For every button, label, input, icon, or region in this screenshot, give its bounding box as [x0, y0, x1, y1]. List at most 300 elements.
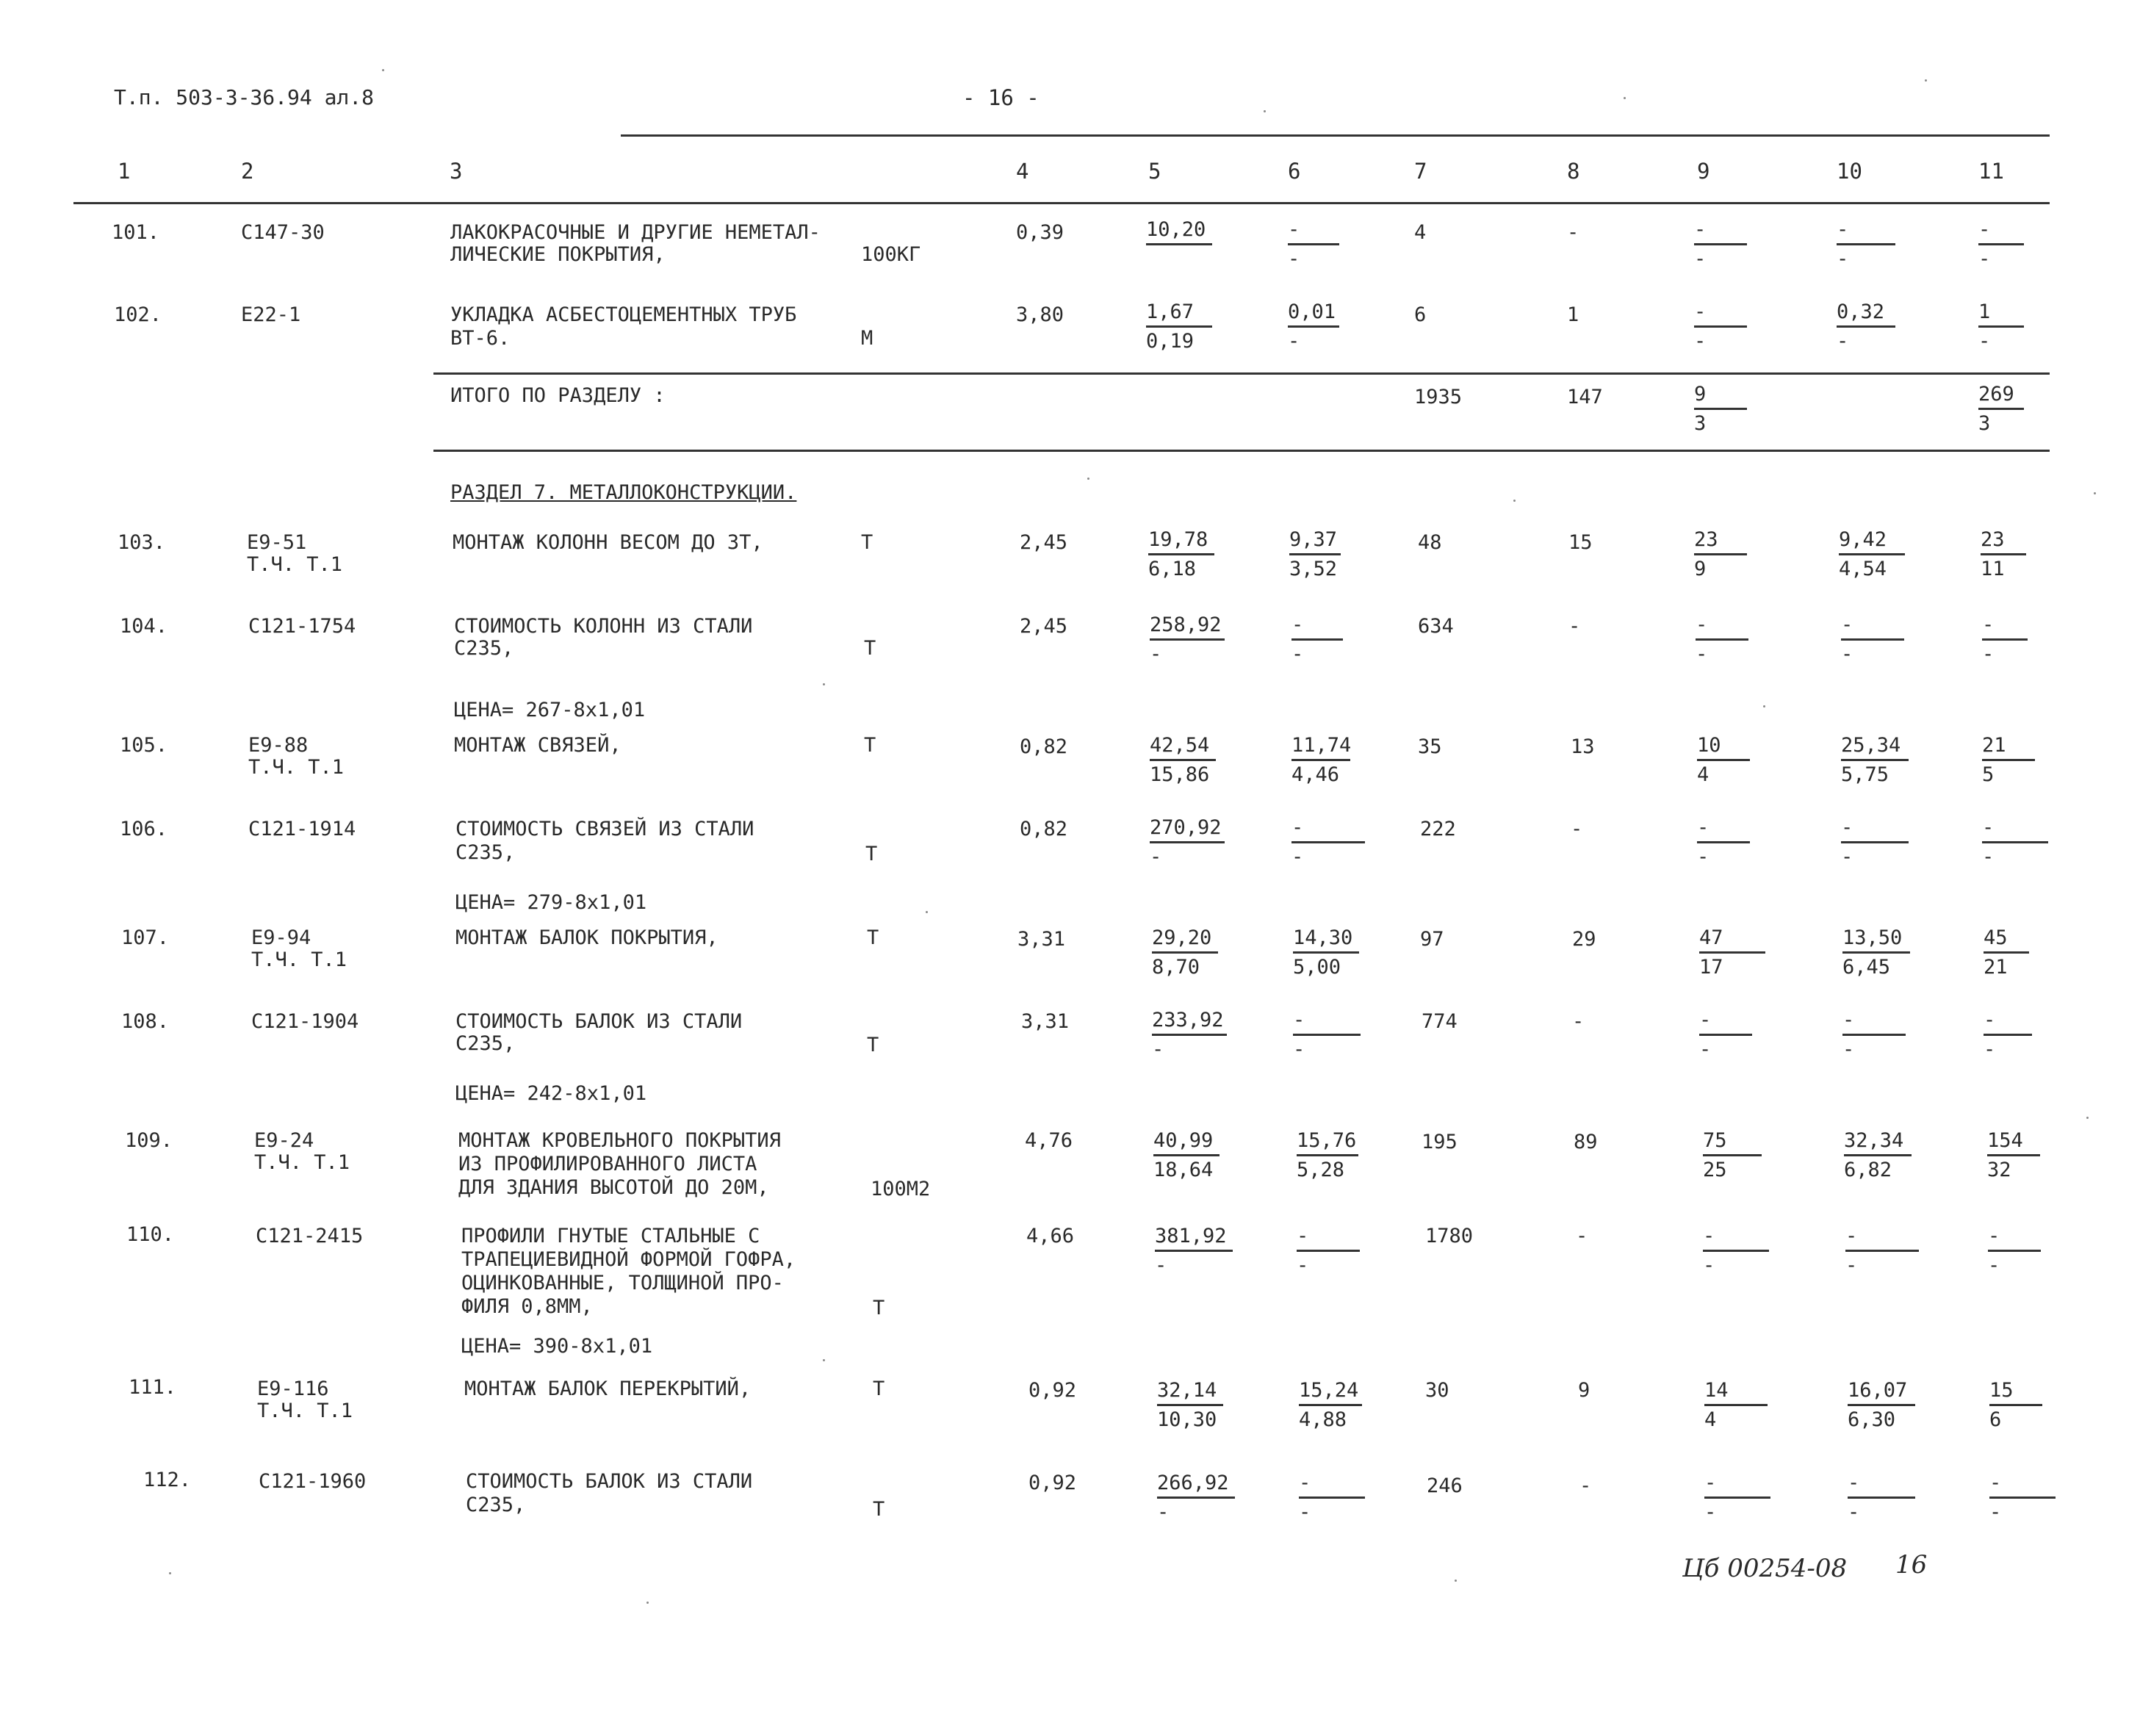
fraction-numerator: 0,01 — [1288, 300, 1336, 323]
row-number: 102. — [114, 303, 162, 326]
fraction-denominator — [1146, 248, 1212, 272]
work-description-line: ДЛЯ ЗДАНИЯ ВЫСОТОЙ ДО 20М, — [458, 1176, 769, 1199]
column-header: 8 — [1567, 159, 1580, 184]
total-cost-value: 774 — [1422, 1010, 1458, 1033]
fraction-denominator: 6,82 — [1844, 1159, 1892, 1181]
total-cost-value: 1935 — [1414, 386, 1463, 408]
fraction-bar — [1293, 951, 1359, 954]
total-wage-value: 29 — [1572, 928, 1596, 951]
work-description-line: МОНТАЖ СВЯЗЕЙ, — [454, 734, 622, 757]
quantity-value: 3,80 — [1016, 303, 1064, 326]
fraction-bar — [1299, 1404, 1362, 1406]
unit-of-measure: 100М2 — [871, 1178, 931, 1200]
fraction-denominator: - — [1697, 846, 1710, 868]
fraction-numerator: 13,50 — [1842, 926, 1903, 949]
fraction-numerator: - — [1842, 1009, 1855, 1031]
fraction-denominator: 6 — [1989, 1408, 2002, 1431]
fraction-denominator: 18,64 — [1153, 1159, 1214, 1181]
fraction-bar — [1841, 841, 1909, 843]
unit-cost-fraction — [1146, 301, 1212, 354]
total-wage-value: - — [1567, 221, 1579, 244]
unit-machine-fraction — [1297, 1130, 1358, 1183]
fraction-denominator: - — [1297, 1254, 1309, 1277]
total-wage-value: 15 — [1568, 531, 1593, 554]
unit-of-measure: М — [861, 327, 873, 350]
norm-code: С121-2415 — [256, 1225, 364, 1247]
fraction-bar — [1982, 759, 2035, 761]
total-cost-value: 1780 — [1425, 1225, 1474, 1247]
labor-unit-fraction — [1839, 529, 1905, 582]
fraction-denominator: - — [1837, 330, 1849, 353]
unit-machine-fraction — [1288, 219, 1339, 272]
total-machine-fraction — [1704, 1380, 1768, 1433]
fraction-bar — [1150, 759, 1216, 761]
labor-unit-fraction — [1837, 301, 1895, 354]
work-description-line: ИЗ ПРОФИЛИРОВАННОГО ЛИСТА — [458, 1153, 757, 1175]
fraction-denominator: - — [1982, 846, 1995, 868]
section-total-top-rule — [433, 372, 2050, 375]
labor-unit-fraction — [1841, 817, 1909, 870]
labor-unit-fraction — [1841, 614, 1904, 667]
section-total-bottom-rule — [433, 450, 2050, 452]
labor-total-fraction — [1989, 1472, 2056, 1525]
fraction-bar — [1978, 408, 2024, 410]
fraction-bar — [1703, 1154, 1762, 1156]
fraction-numerator: - — [1704, 1472, 1717, 1494]
total-machine-fraction — [1694, 301, 1747, 354]
fraction-bar — [1978, 325, 2024, 328]
total-machine-fraction — [1694, 383, 1747, 436]
fraction-denominator: - — [1150, 846, 1162, 868]
fraction-bar — [1694, 408, 1747, 410]
fraction-numerator: - — [1297, 1225, 1309, 1247]
fraction-numerator: 19,78 — [1148, 528, 1208, 551]
fraction-bar — [1848, 1404, 1915, 1406]
fraction-denominator: - — [1841, 643, 1853, 666]
fraction-numerator: - — [1982, 816, 1995, 839]
fraction-numerator: 23 — [1981, 528, 2005, 551]
total-machine-fraction — [1699, 927, 1765, 980]
total-wage-value: 1 — [1567, 303, 1579, 326]
fraction-denominator: - — [1982, 643, 1995, 666]
total-wage-value: - — [1579, 1474, 1592, 1497]
fraction-denominator: - — [1703, 1254, 1715, 1277]
fraction-bar — [1841, 638, 1904, 641]
price-note: ЦЕНА= 267-8х1,01 — [454, 699, 646, 721]
fraction-bar — [1989, 1497, 2056, 1499]
fraction-bar — [1694, 553, 1747, 555]
fraction-bar — [1153, 1154, 1219, 1156]
fraction-numerator: - — [1694, 300, 1707, 323]
fraction-bar — [1288, 243, 1339, 245]
fraction-denominator: 3 — [1694, 412, 1707, 435]
unit-machine-fraction — [1288, 301, 1339, 354]
fraction-denominator: - — [1694, 330, 1707, 353]
unit-cost-fraction — [1155, 1225, 1233, 1278]
row-number: 103. — [118, 531, 166, 554]
total-machine-fraction — [1696, 614, 1748, 667]
fraction-numerator: - — [1841, 816, 1853, 839]
labor-total-fraction — [1982, 817, 2048, 870]
column-header: 2 — [241, 159, 254, 184]
fraction-denominator: - — [1288, 248, 1300, 270]
fraction-denominator: 5,28 — [1297, 1159, 1345, 1181]
fraction-numerator: 1 — [1978, 300, 1991, 323]
fraction-numerator: 0,32 — [1837, 300, 1885, 323]
column-header: 7 — [1414, 159, 1427, 184]
labor-total-fraction — [1984, 927, 2029, 980]
work-description-line: МОНТАЖ БАЛОК ПЕРЕКРЫТИЙ, — [464, 1377, 752, 1400]
work-description-line: СТОИМОСТЬ СВЯЗЕЙ ИЗ СТАЛИ — [455, 818, 754, 840]
labor-total-fraction — [1984, 1009, 2032, 1062]
fraction-numerator: 11,74 — [1291, 734, 1352, 757]
quantity-value: 2,45 — [1020, 531, 1068, 554]
labor-total-fraction — [1978, 219, 2024, 272]
fraction-bar — [1148, 553, 1214, 555]
fraction-bar — [1848, 1497, 1915, 1499]
fraction-denominator: 5,75 — [1841, 763, 1889, 786]
fraction-numerator: 23 — [1694, 528, 1718, 551]
norm-code-annotation: Т.Ч. Т.1 — [257, 1400, 353, 1422]
fraction-bar — [1982, 638, 2028, 641]
fraction-numerator: 269 — [1978, 383, 2014, 406]
fraction-bar — [1696, 638, 1748, 641]
total-wage-value: 9 — [1578, 1379, 1590, 1402]
labor-unit-fraction — [1841, 735, 1909, 788]
fraction-bar — [1841, 759, 1909, 761]
fraction-bar — [1704, 1497, 1770, 1499]
norm-code: Е9-24 — [254, 1129, 314, 1152]
fraction-denominator: - — [1841, 846, 1853, 868]
column-header: 1 — [118, 159, 131, 184]
norm-code-annotation: Т.Ч. Т.1 — [251, 948, 347, 971]
total-cost-value: 195 — [1422, 1131, 1458, 1153]
total-cost-value: 97 — [1420, 928, 1444, 951]
total-wage-value: - — [1576, 1225, 1588, 1247]
work-description-line: МОНТАЖ КОЛОНН ВЕСОМ ДО 3Т, — [453, 531, 763, 554]
price-note: ЦЕНА= 279-8х1,01 — [455, 891, 647, 914]
fraction-bar — [1699, 951, 1765, 954]
total-wage-value: - — [1568, 615, 1581, 638]
quantity-value: 3,31 — [1017, 928, 1066, 951]
norm-code-annotation: Т.Ч. Т.1 — [247, 553, 343, 576]
fraction-numerator: - — [1293, 1009, 1305, 1031]
fraction-bar — [1837, 243, 1895, 245]
fraction-bar — [1984, 1034, 2032, 1036]
work-description-line: ВТ-6. — [450, 327, 511, 350]
labor-unit-fraction — [1845, 1225, 1919, 1278]
total-wage-value: 147 — [1567, 386, 1603, 408]
fraction-denominator: - — [1694, 248, 1707, 270]
fraction-numerator: - — [1845, 1225, 1858, 1247]
row-number: 110. — [126, 1223, 175, 1246]
work-description-line: С235, — [454, 637, 514, 660]
fraction-numerator: 14 — [1704, 1379, 1729, 1402]
fraction-numerator: 233,92 — [1152, 1009, 1224, 1031]
section-total-label: ИТОГО ПО РАЗДЕЛУ : — [450, 384, 666, 407]
fraction-denominator: - — [1291, 643, 1304, 666]
column-header: 5 — [1148, 159, 1161, 184]
labor-total-fraction — [1982, 735, 2035, 788]
total-cost-value: 35 — [1418, 735, 1442, 758]
fraction-denominator: 3,52 — [1289, 558, 1338, 580]
row-number: 107. — [121, 926, 170, 949]
work-description-line: С235, — [466, 1494, 526, 1516]
fraction-denominator: 3 — [1978, 412, 1991, 435]
fraction-numerator: - — [1696, 613, 1708, 636]
fraction-numerator: - — [1837, 218, 1849, 241]
fraction-denominator: - — [1699, 1038, 1712, 1061]
fraction-bar — [1299, 1497, 1365, 1499]
norm-code: С147-30 — [241, 221, 325, 244]
fraction-denominator: 6,45 — [1842, 956, 1891, 979]
fraction-bar — [1703, 1250, 1769, 1252]
row-number: 105. — [120, 734, 168, 757]
fraction-denominator: - — [1978, 330, 1991, 353]
fraction-denominator: 4,46 — [1291, 763, 1340, 786]
fraction-numerator: 258,92 — [1150, 613, 1222, 636]
fraction-numerator: 25,34 — [1841, 734, 1901, 757]
fraction-denominator: 6,30 — [1848, 1408, 1896, 1431]
fraction-bar — [1697, 759, 1750, 761]
fraction-bar — [1291, 638, 1343, 641]
norm-code-annotation: Т.Ч. Т.1 — [248, 756, 345, 779]
fraction-numerator: - — [1299, 1472, 1311, 1494]
quantity-value: 2,45 — [1020, 615, 1068, 638]
fraction-denominator: 10,30 — [1157, 1408, 1217, 1431]
norm-code: Е22-1 — [241, 303, 301, 326]
fraction-denominator: - — [1155, 1254, 1167, 1277]
fraction-denominator: 4,88 — [1299, 1408, 1347, 1431]
unit-cost-fraction — [1146, 219, 1212, 272]
column-header: 9 — [1697, 159, 1710, 184]
fraction-numerator: - — [1848, 1472, 1860, 1494]
section-title: РАЗДЕЛ 7. МЕТАЛЛОКОНСТРУКЦИИ. — [450, 481, 797, 504]
norm-code: С121-1754 — [248, 615, 356, 638]
fraction-bar — [1155, 1250, 1233, 1252]
fraction-bar — [1152, 1034, 1227, 1036]
labor-total-fraction — [1981, 529, 2026, 582]
unit-cost-fraction — [1153, 1130, 1219, 1183]
fraction-denominator: - — [1696, 643, 1708, 666]
unit-cost-fraction — [1157, 1472, 1235, 1525]
unit-of-measure: Т — [864, 734, 876, 757]
norm-code-annotation: Т.Ч. Т.1 — [254, 1151, 350, 1174]
fraction-numerator: - — [1989, 1472, 2002, 1494]
total-cost-value: 48 — [1418, 531, 1442, 554]
row-number: 101. — [112, 221, 160, 244]
fraction-bar — [1842, 1034, 1906, 1036]
row-number: 104. — [120, 615, 168, 638]
fraction-numerator: 266,92 — [1157, 1472, 1229, 1494]
row-number: 106. — [120, 818, 168, 840]
fraction-numerator: - — [1694, 218, 1707, 241]
fraction-bar — [1697, 841, 1750, 843]
fraction-denominator: 4,54 — [1839, 558, 1887, 580]
fraction-denominator: - — [1291, 846, 1304, 868]
total-cost-value: 634 — [1418, 615, 1454, 638]
fraction-denominator: - — [1988, 1254, 2000, 1277]
unit-machine-fraction — [1299, 1380, 1362, 1433]
work-description-line: МОНТАЖ КРОВЕЛЬНОГО ПОКРЫТИЯ — [458, 1129, 781, 1152]
unit-machine-fraction — [1291, 614, 1343, 667]
fraction-bar — [1297, 1250, 1360, 1252]
fraction-numerator: - — [1703, 1225, 1715, 1247]
unit-cost-fraction — [1150, 735, 1216, 788]
column-header: 4 — [1016, 159, 1029, 184]
fraction-numerator: - — [1988, 1225, 2000, 1247]
norm-code: Е9-88 — [248, 734, 309, 757]
total-machine-fraction — [1699, 1009, 1752, 1062]
fraction-denominator: - — [1157, 1501, 1170, 1524]
fraction-numerator: - — [1984, 1009, 1996, 1031]
fraction-denominator: - — [1848, 1501, 1860, 1524]
unit-cost-fraction — [1150, 614, 1225, 667]
norm-code: Е9-51 — [247, 531, 307, 554]
fraction-denominator: 5 — [1982, 763, 1995, 786]
total-cost-value: 246 — [1427, 1474, 1463, 1497]
fraction-numerator: - — [1288, 218, 1300, 241]
fraction-numerator: 29,20 — [1152, 926, 1212, 949]
work-description-line: УКЛАДКА АСБЕСТОЦЕМЕНТНЫХ ТРУБ — [450, 303, 797, 326]
quantity-value: 0,82 — [1020, 735, 1068, 758]
fraction-numerator: 381,92 — [1155, 1225, 1227, 1247]
fraction-bar — [1845, 1250, 1919, 1252]
work-description-line: ЛАКОКРАСОЧНЫЕ И ДРУГИЕ НЕМЕТАЛ- — [450, 221, 821, 244]
norm-code: С121-1960 — [259, 1470, 367, 1493]
unit-machine-fraction — [1289, 529, 1341, 582]
fraction-denominator: - — [1150, 643, 1162, 666]
fraction-numerator: 21 — [1982, 734, 2006, 757]
norm-code: С121-1904 — [251, 1010, 359, 1033]
fraction-denominator: 0,19 — [1146, 330, 1195, 353]
labor-unit-fraction — [1848, 1380, 1915, 1433]
fraction-bar — [1293, 1034, 1361, 1036]
fraction-denominator: - — [1704, 1501, 1717, 1524]
unit-machine-fraction — [1293, 1009, 1361, 1062]
fraction-denominator: 32 — [1987, 1159, 2011, 1181]
fraction-bar — [1844, 1154, 1912, 1156]
fraction-denominator: 21 — [1984, 956, 2008, 979]
fraction-numerator: 154 — [1987, 1129, 2023, 1152]
total-wage-value: - — [1571, 818, 1583, 840]
fraction-numerator: 10 — [1697, 734, 1721, 757]
work-description-line: С235, — [455, 1032, 516, 1055]
total-machine-fraction — [1703, 1225, 1769, 1278]
fraction-numerator: 10,20 — [1146, 218, 1206, 241]
unit-cost-fraction — [1152, 1009, 1227, 1062]
fraction-numerator: 270,92 — [1150, 816, 1222, 839]
labor-total-fraction — [1988, 1225, 2041, 1278]
fraction-bar — [1150, 638, 1225, 641]
fraction-numerator: 32,14 — [1157, 1379, 1217, 1402]
fraction-bar — [1157, 1497, 1235, 1499]
price-note: ЦЕНА= 242-8х1,01 — [455, 1082, 647, 1105]
total-wage-value: 13 — [1571, 735, 1595, 758]
fraction-denominator: 5,00 — [1293, 956, 1341, 979]
fraction-numerator: 16,07 — [1848, 1379, 1908, 1402]
price-note: ЦЕНА= 390-8х1,01 — [461, 1335, 653, 1358]
fraction-numerator: 42,54 — [1150, 734, 1210, 757]
total-wage-value: - — [1572, 1010, 1585, 1033]
unit-machine-fraction — [1293, 927, 1359, 980]
fraction-numerator: - — [1978, 218, 1991, 241]
fraction-numerator: 45 — [1984, 926, 2008, 949]
sheet-number: 16 — [1895, 1550, 1928, 1580]
fraction-numerator: - — [1291, 613, 1304, 636]
fraction-bar — [1152, 951, 1218, 954]
column-header: 3 — [450, 159, 463, 184]
labor-unit-fraction — [1844, 1130, 1912, 1183]
row-number: 112. — [143, 1469, 192, 1491]
unit-of-measure: Т — [873, 1498, 885, 1521]
fraction-bar — [1291, 759, 1350, 761]
table-header-rule — [73, 202, 2050, 204]
fraction-denominator: - — [1978, 248, 1991, 270]
fraction-numerator: 75 — [1703, 1129, 1727, 1152]
unit-of-measure: Т — [873, 1297, 885, 1319]
document-reference: Т.п. 503-3-36.94 ал.8 — [114, 85, 375, 109]
quantity-value: 0,92 — [1028, 1379, 1077, 1402]
work-description-line: ПРОФИЛИ ГНУТЫЕ СТАЛЬНЫЕ С — [461, 1225, 760, 1247]
fraction-numerator: 15,24 — [1299, 1379, 1359, 1402]
fraction-denominator: 17 — [1699, 956, 1723, 979]
work-description-line: МОНТАЖ БАЛОК ПОКРЫТИЯ, — [455, 926, 718, 949]
fraction-numerator: 14,30 — [1293, 926, 1353, 949]
fraction-bar — [1157, 1404, 1223, 1406]
work-description-line: СТОИМОСТЬ КОЛОНН ИЗ СТАЛИ — [454, 615, 753, 638]
total-cost-value: 6 — [1414, 303, 1427, 326]
row-number: 108. — [121, 1010, 170, 1033]
fraction-denominator: - — [1152, 1038, 1164, 1061]
fraction-denominator: - — [1299, 1501, 1311, 1524]
unit-cost-fraction — [1152, 927, 1218, 980]
fraction-bar — [1288, 325, 1339, 328]
fraction-bar — [1694, 325, 1747, 328]
fraction-denominator: - — [1845, 1254, 1858, 1277]
fraction-denominator: 11 — [1981, 558, 2005, 580]
unit-of-measure: Т — [867, 926, 879, 949]
fraction-numerator: 9,37 — [1289, 528, 1338, 551]
labor-total-fraction — [1989, 1380, 2042, 1433]
labor-total-fraction — [1987, 1130, 2040, 1183]
unit-machine-fraction — [1299, 1472, 1365, 1525]
fraction-denominator: 4 — [1697, 763, 1710, 786]
total-machine-fraction — [1697, 735, 1750, 788]
fraction-bar — [1984, 951, 2029, 954]
labor-total-fraction — [1978, 383, 2024, 436]
fraction-numerator: 47 — [1699, 926, 1723, 949]
unit-of-measure: Т — [865, 843, 878, 865]
fraction-denominator: 4 — [1704, 1408, 1717, 1431]
fraction-denominator: - — [1293, 1038, 1305, 1061]
norm-code: С121-1914 — [248, 818, 356, 840]
labor-unit-fraction — [1837, 219, 1895, 272]
fraction-bar — [1291, 841, 1365, 843]
fraction-denominator: - — [1984, 1038, 1996, 1061]
fraction-numerator: 9 — [1694, 383, 1707, 406]
fraction-bar — [1982, 841, 2048, 843]
total-machine-fraction — [1704, 1472, 1770, 1525]
work-description-line: С235, — [455, 841, 516, 864]
page-number: - 16 - — [962, 85, 1040, 110]
unit-machine-fraction — [1291, 817, 1365, 870]
fraction-bar — [1989, 1404, 2042, 1406]
fraction-numerator: 15 — [1989, 1379, 2014, 1402]
fraction-denominator: 6,18 — [1148, 558, 1197, 580]
fraction-denominator: - — [1837, 248, 1849, 270]
work-description-line: ФИЛЯ 0,8ММ, — [461, 1295, 593, 1318]
